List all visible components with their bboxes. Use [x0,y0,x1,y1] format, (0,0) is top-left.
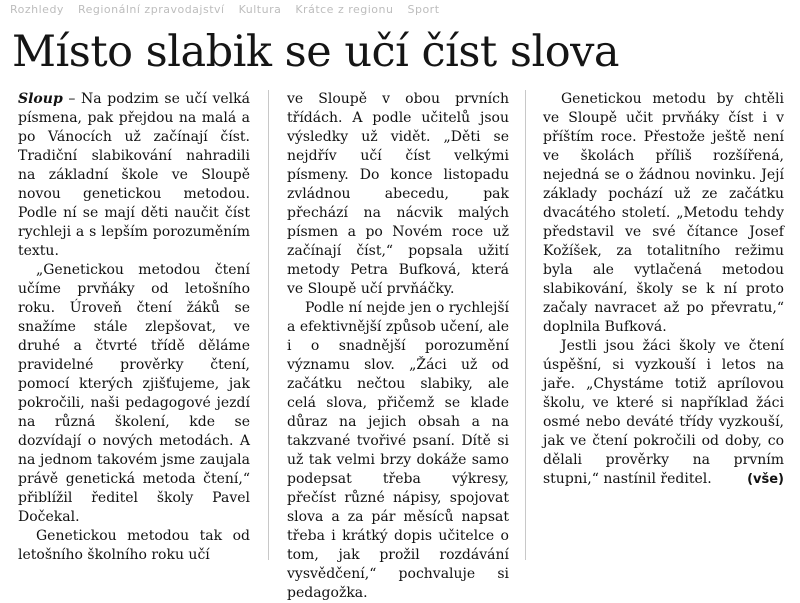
paragraph-text: – Na podzim se učí velká písmena, pak přejdou na malá a po Vánocích už začínají číst. Tradiční slabikování nahradili na základní škole ve Sloupě novou genetickou metodou. Podle ní se mají děti naučit číst rychleji a s lepším porozuměním textu. [18,91,250,259]
header-section-label: Rozhledy [10,3,64,16]
header-section-label: Sport [407,3,440,16]
column-divider [525,90,526,560]
header-section-label: Krátce z regionu [295,3,394,16]
dateline-place: Sloup [18,91,63,107]
article-paragraph: Genetickou metodou tak od letošního školního roku učí [18,528,250,563]
article-column-1 [18,90,250,565]
header-section-label: Kultura [238,3,282,16]
article-paragraph: „Genetickou metodou čtení učíme prvňáky od letošního roku. Úroveň čtení žáků se snažíme stále zlepšovat, ve druhé a čtvrté třídě děláme pravidelné prověrky čtení, pomocí kterých zjišťujeme, jak pokročili, naši pedagogové jezdí na různá školení, kde se dozvídají o nových metodách. A na jednom takovém jsme zaujala právě genetická metoda čtení,“ přiblížil ředitel školy Pavel Dočekal. [18,262,250,525]
column-divider [268,90,269,560]
article-headline: Místo slabik se učí číst slova [12,27,620,77]
author-signature: (vše) [747,472,784,487]
paragraph-text: Jestli jsou žáci školy ve čtení úspěšní, si vyzkouší i letos na jaře. „Chystáme totiž aprílovou školu, ve které si například žáci osmé nebo deváté třídy vyzkouší, jak ve čtení pokročili od doby, co dělali prověrky na prvním stupni,“ nastínil ředitel. [543,338,784,487]
article-paragraph: ve Sloupě v obou prvních třídách. A podle učitelů jsou výsledky už vidět. „Děti se nejdřív učí číst velkými písmeny. Do konce listopadu zvládnou abecedu, pak přechází na nácvik malých písmen a po Novém roce už začínají číst,“ popsala užití metody Petra Bufková, která ve Sloupě učí prvňáčky. [287,91,509,297]
article-column-2 [287,90,509,603]
article-paragraph [18,90,250,261]
page-header-strip [0,0,800,20]
article-paragraph: Genetickou metodu by chtěli ve Sloupě učit prvňáky číst i v příštím roce. Přestože ještě není ve školách příliš rozšířená, nejedná se o žádnou novinku. Její základy pochází už ze začátku dvacátého století. „Metodu tehdy představil ve své čítance Josef Kožíšek, za totalitního režimu byla ale vytlačená metodou slabikování, školy se k ní proto začaly navracet až po převratu,“ doplnila Bufková. [543,91,784,335]
article-paragraph: Podle ní nejde jen o rychlejší a efektivnější způsob učení, ale i o snadnější porozumění významu slov. „Žáci už od začátku nečtou slabiky, ale celá slova, přičemž se klade důraz na jejich obsah a na takzvané tvořivé psaní. Dítě si už tak velmi brzy dokáže samo podepsat třeba výkresy, přečíst různé nápisy, spojovat slova a za pár měsíců napsat třeba i krátký dopis učitelce o tom, jak prožil rozdávání vysvědčení,“ pochvaluje si pedagožka. [287,300,509,601]
article-paragraph [543,337,784,489]
article-column-3 [543,90,784,489]
header-section-label: Regionální zpravodajství [77,3,225,16]
